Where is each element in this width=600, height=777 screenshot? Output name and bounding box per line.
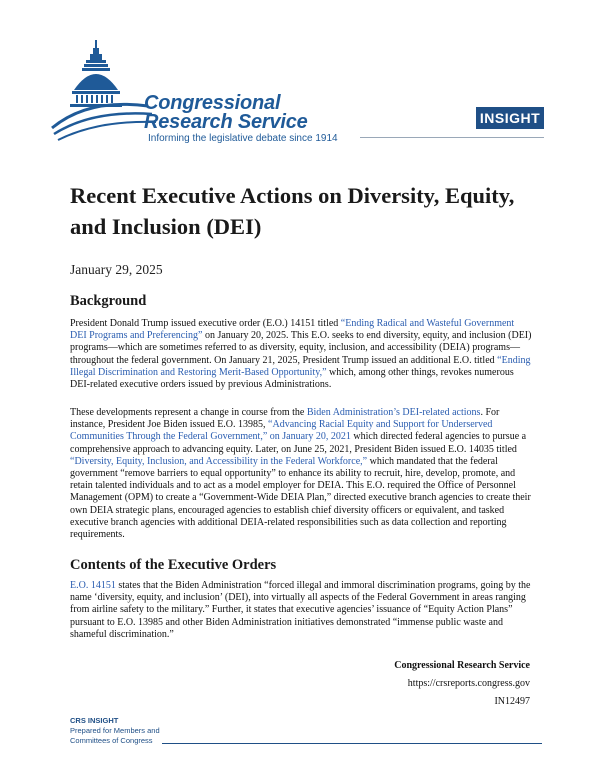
footer-rule (162, 743, 542, 744)
link-eo-14151[interactable]: E.O. 14151 (70, 580, 116, 591)
text-run: . For instance, President Joe Biden issued E.O. 13985, (70, 407, 500, 431)
insight-badge: INSIGHT (476, 107, 544, 129)
prepared-for: Prepared for Members and Committees of Congress (70, 726, 160, 745)
section-heading-background: Background (70, 293, 147, 309)
link-eo-13985[interactable]: “Advancing Racial Equity and Support for Underserved Communities Through the Federal Government,” on January 20, 2021 (70, 419, 493, 443)
text-run: President Donald Trump issued executive order (E.O.) 14151 titled (70, 318, 341, 329)
header-rule (360, 137, 544, 138)
background-paragraph-2 (70, 407, 532, 541)
brand-name-line1: Congressional (144, 92, 281, 114)
brand-tagline: Informing the legislative debate since 1914 (148, 133, 338, 144)
crs-logo (48, 38, 358, 148)
document-title: Recent Executive Actions on Diversity, Equity, and Inclusion (DEI) (70, 183, 515, 239)
link-eo-14151-title[interactable]: “Ending Radical and Wasteful Government DEI Programs and Preferencing” (70, 318, 515, 342)
text-run: which, among other things, revokes numerous DEI-related executive orders issued by previous Administrations. (70, 366, 514, 391)
link-eo-merit-based[interactable]: “Ending Illegal Discrimination and Restoring Merit-Based Opportunity,” (70, 354, 531, 378)
footer-url[interactable]: https://crsreports.congress.gov (407, 678, 530, 689)
footer-report-id: IN12497 (494, 696, 530, 707)
text-run: on January 20, 2025. This E.O. seeks to end diversity, equity, and inclusion (DEI) programs—which are sometimes referred to as diversity, equity, inclusion, and accessibility (DEIA) programs—throughout the federal government. On January 21, 2025, President Trump issued an additional E.O. titled (70, 330, 532, 366)
document-date: January 29, 2025 (70, 262, 163, 277)
text-run: which mandated that the federal government “remove barriers to equal opportunity” to enhance its ability to recruit, hire, develop, promote, and retain talented individuals and to act as a model employer for DEIA. This E.O. required the Office of Personnel Management (OPM) to create a “Government-Wide DEIA Plan,” directed executive branch agencies to create their own DEIA strategic plans, encouraged agencies to establish chief diversity officers or equivalent, and tasked executive branch agencies with additional DEIA-related responsibilities such as data collection and reporting requirements. (70, 455, 531, 541)
capitol-dome-icon (48, 38, 158, 148)
brand-name-line2: Research Service (144, 111, 308, 133)
footer-org: Congressional Research Service (394, 660, 530, 671)
background-paragraph-1 (70, 318, 532, 391)
section-heading-contents: Contents of the Executive Orders (70, 557, 277, 573)
contents-paragraph-1 (70, 580, 532, 641)
series-label: CRS INSIGHT (70, 716, 119, 725)
link-biden-dei-actions[interactable]: Biden Administration’s DEI-related actions (306, 407, 481, 418)
text-run: states that the Biden Administration “forced illegal and immoral discrimination programs, going by the name ‘diversity, equity, and inclusion’ (DEI), into virtually all aspects of the Federal Government in areas ranging from airline safety to the military.” Further, it states that executive agencies’ issuance of “Equity Action Plans” pursuant to E.O. 13985 and other Biden Administration initiatives demonstrated “immense public waste and shameful discrimination.” (70, 580, 531, 640)
text-run: which directed federal agencies to pursue a comprehensive approach to advancing equity. Later, on June 25, 2021, President Biden issued E.O. 14035 titled (70, 431, 527, 455)
text-run: These developments represent a change in course from the (70, 407, 307, 418)
link-eo-14035[interactable]: “Diversity, Equity, Inclusion, and Accessibility in the Federal Workforce,” (70, 455, 368, 467)
